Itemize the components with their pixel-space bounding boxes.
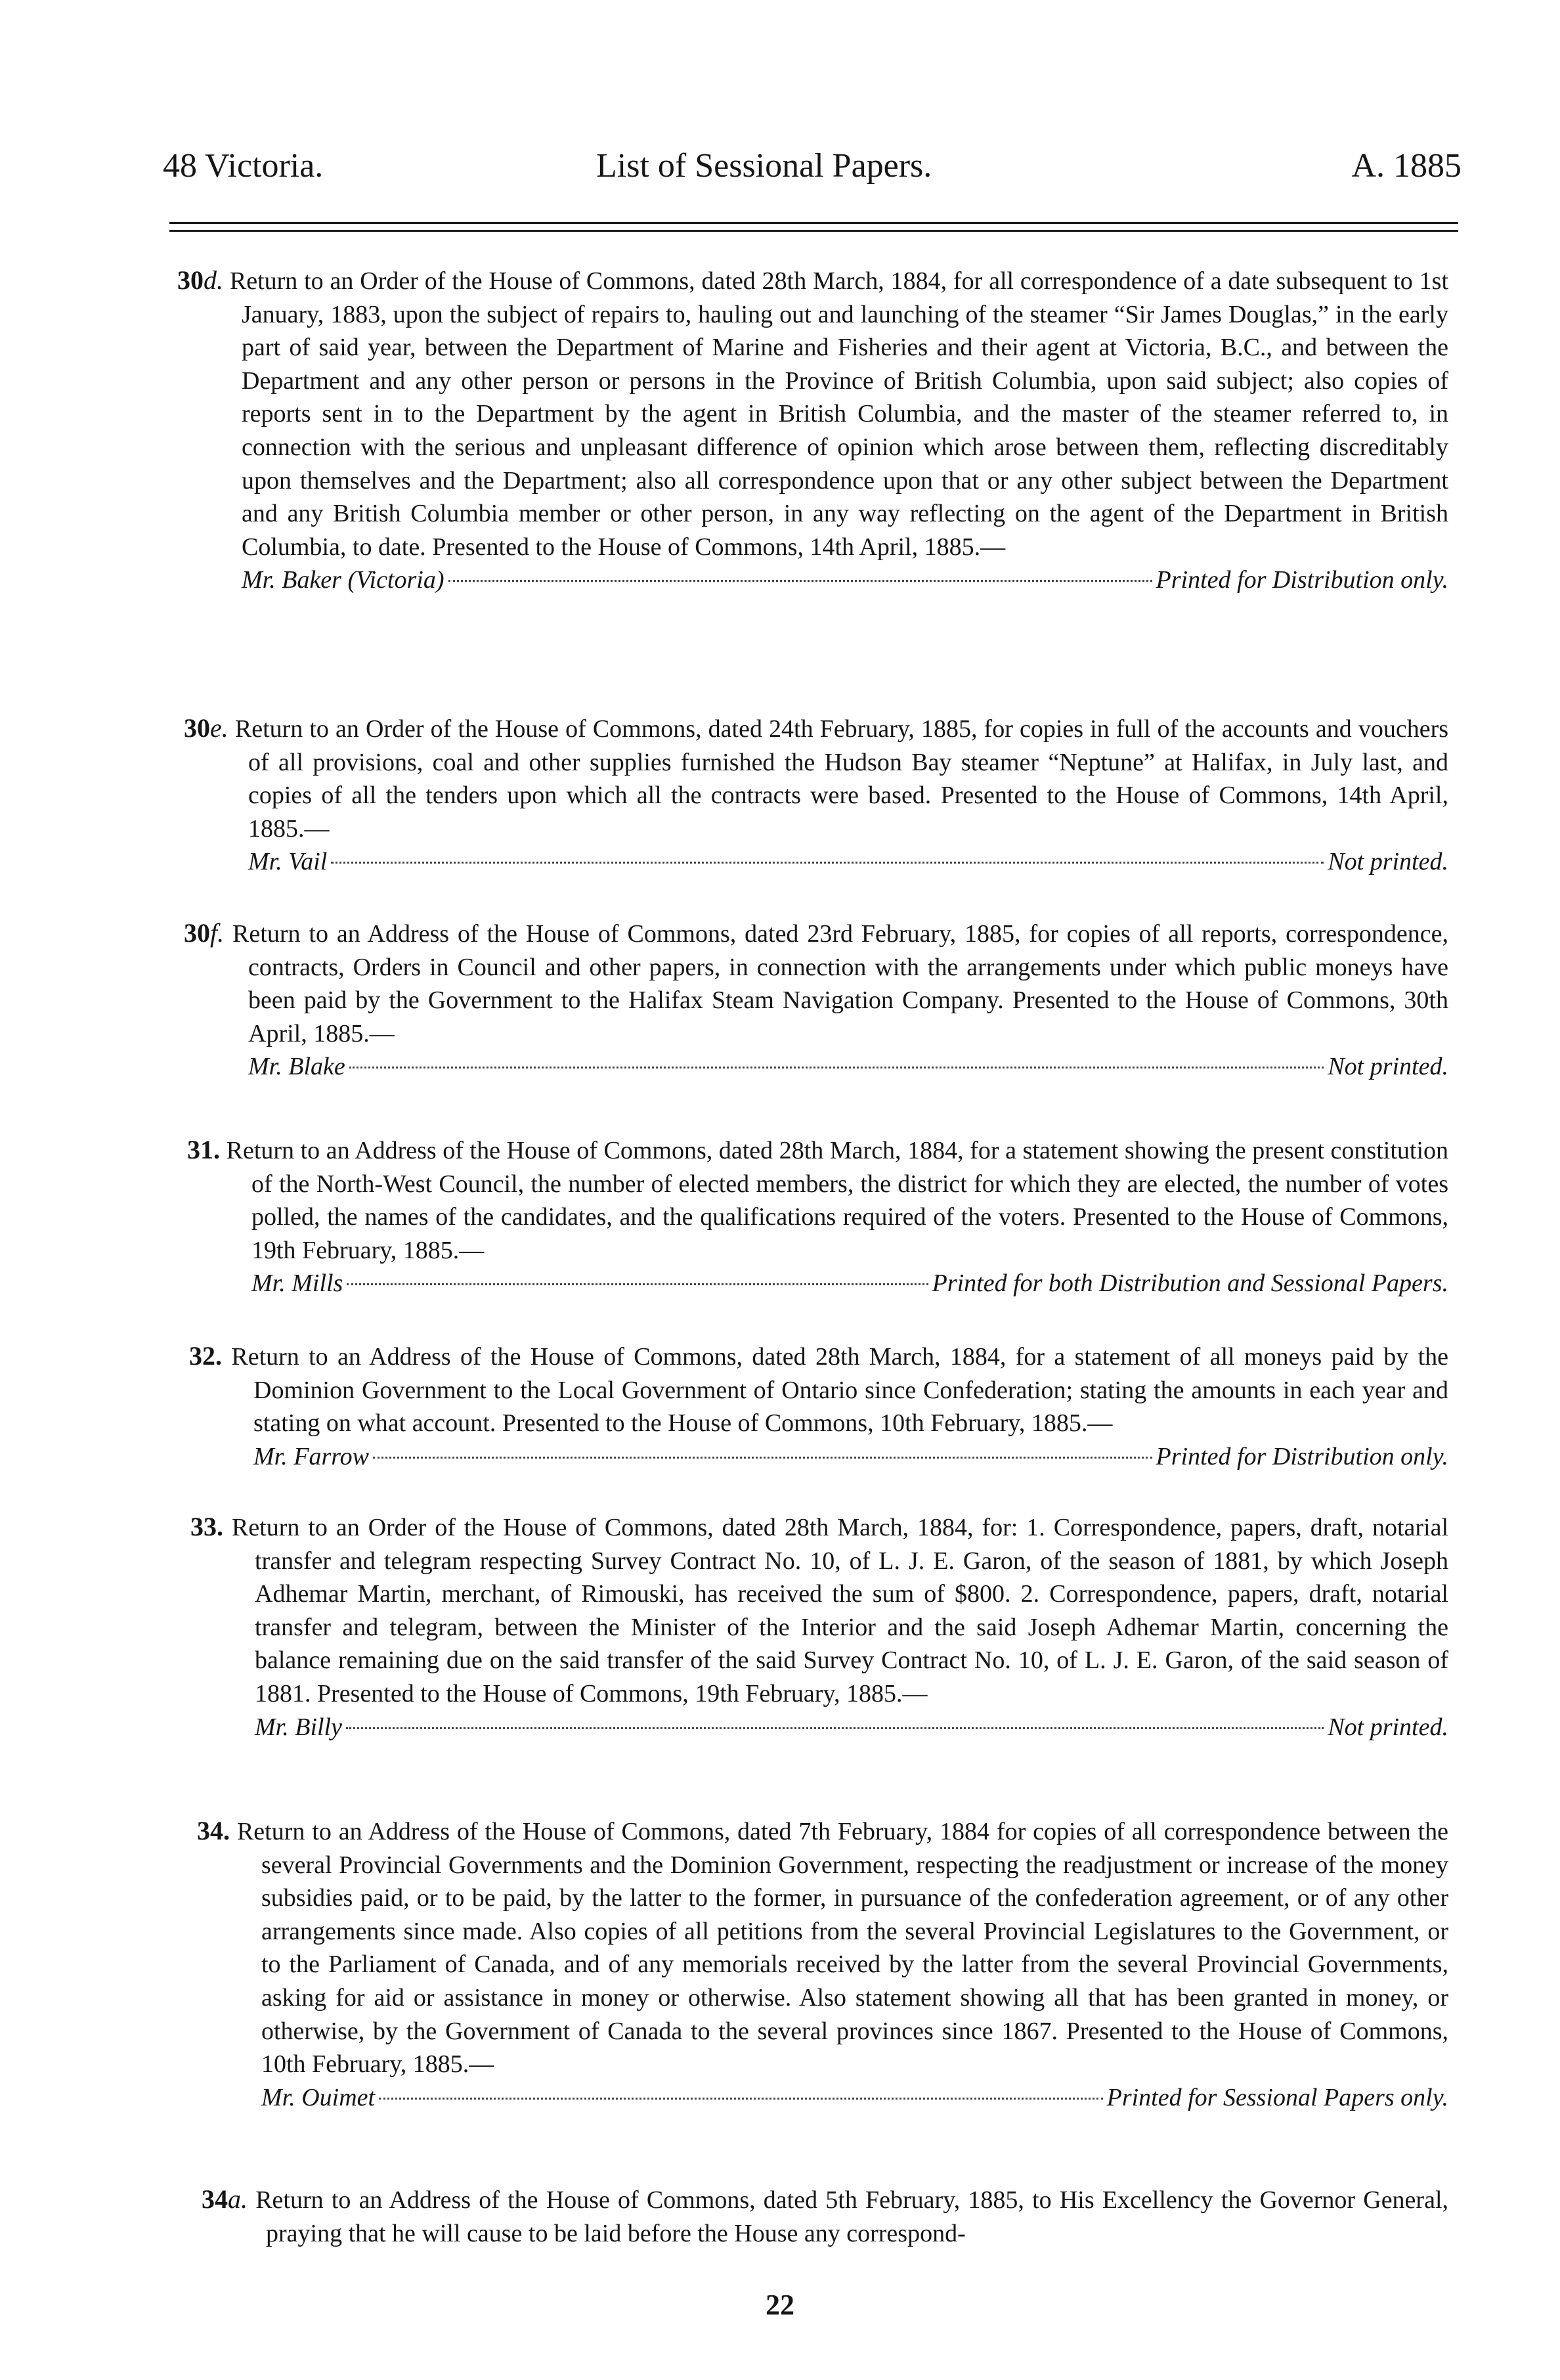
paper-entry — [184, 917, 1448, 1084]
entry-text: Return to an Order of the House of Commons, dated 28th March, 1884, for: 1. Correspondence, papers, draft, notarial transfer and telegram respecting Survey Contract No. 10, of L. J. E. Garon, of the season of 1881, by which Joseph Adhemar Martin, merchant, of Rimouski, has received the sum of $800. 2. Correspondence, papers, draft, notarial transfer and telegram, between the Minister of the Interior and the said Joseph Adhemar Martin, concerning the balance remaining due on the said transfer of the said Survey Contract No. 10, of L. J. E. Garon, of the said season of 1881. Presented to the House of Commons, 19th February, 1885.— — [231, 1514, 1449, 1708]
entry-leader-line — [248, 1050, 1448, 1084]
entry-suffix: f. — [210, 918, 225, 948]
entry-text: Return to an Address of the House of Commons, dated 7th February, 1884 for copies of all correspondence between the several Provincial Governments and the Dominion Government, respecting the readjustment or increase of the money subsidies paid, or to be paid, by the latter to the former, in pursuance of the confederation agreement, or of any other arrangements since made. Also copies of all petitions from the several Provincial Legislatures to the Government, or to the Parliament of Canada, and of any memorials received by the latter from the several Provincial Governments, asking for aid or assistance in money or otherwise. Also statement showing all that has been granted in money, or otherwise, by the Government of Canada to the several provinces since 1867. Presented to the House of Commons, 10th February, 1885.— — [236, 1818, 1448, 2079]
entry-status: Not printed. — [1328, 1053, 1448, 1081]
entry-suffix: . — [217, 1512, 223, 1541]
entry-mover: Mr. Farrow — [253, 1442, 369, 1470]
entry-number: 30 — [177, 265, 204, 295]
header-title: List of Sessional Papers. — [596, 147, 932, 185]
entry-number: 32 — [189, 1341, 215, 1371]
entry-status: Printed for Sessional Papers only. — [1106, 2083, 1448, 2111]
paper-entry — [184, 712, 1449, 879]
entry-mover: Mr. Mills — [251, 1269, 343, 1298]
entry-suffix: . — [223, 1816, 230, 1845]
paper-entry — [190, 1510, 1449, 1744]
page-number: 22 — [766, 2289, 794, 2321]
header-year: A. 1885 — [1351, 147, 1462, 185]
entry-text: Return to an Address of the House of Commons, dated 23rd February, 1885, for copies of all reports, correspondence, contracts, Orders in Council and other papers, in connection with the arrangements under which public moneys have been paid by the Government to the Halifax Steam Navigation Company. Presented to the House of Commons, 30th April, 1885.— — [232, 920, 1448, 1047]
entry-suffix: a. — [228, 2184, 248, 2214]
entry-leader-line — [248, 845, 1448, 879]
dot-leader — [349, 1067, 1324, 1069]
entry-suffix: d. — [204, 265, 223, 295]
paper-entry — [202, 2183, 1449, 2250]
entry-number: 33 — [190, 1512, 217, 1541]
entry-status: Printed for Distribution only. — [1156, 1442, 1448, 1470]
entry-text: Return to an Order of the House of Commons, dated 24th February, 1885, for copies in full of the accounts and vouchers of all provisions, coal and other supplies furnished the Hudson Bay steamer “Neptune” at Halifax, in July last, and copies of all the tenders upon which all the contracts were based. Presented to the House of Commons, 14th April, 1885.— — [234, 715, 1449, 843]
entry-leader-line — [242, 563, 1448, 597]
entry-mover: Mr. Billy — [255, 1713, 342, 1741]
entry-status: Printed for Distribution only. — [1156, 566, 1448, 594]
paper-entry — [187, 1134, 1449, 1300]
entry-leader-line — [251, 1267, 1448, 1300]
paper-entry — [197, 1815, 1448, 2114]
dot-leader — [331, 862, 1324, 864]
entry-mover: Mr. Ouimet — [261, 2083, 376, 2111]
entry-number: 34 — [197, 1816, 223, 1845]
entry-leader-line — [261, 2081, 1448, 2115]
entry-number: 30 — [184, 713, 210, 743]
entry-text: Return to an Order of the House of Commons, dated 28th March, 1884, for all correspondence of a date subsequent to 1st January, 1883, upon the subject of repairs to, hauling out and launching of the steamer “Sir James Douglas,” in the early part of said year, between the Department of Marine and Fisheries and their agent at Victoria, B.C., and between the Department and any other person or persons in the Province of British Columbia, upon said subject; also copies of reports sent in to the Department by the agent in British Columbia, and the master of the steamer referred to, in connection with the serious and unpleasant difference of opinion which arose between them, reflecting discreditably upon themselves and the Department; also all correspondence upon that or any other subject between the Department and any British Columbia member or other person, in any way reflecting on the agent of the Department in British Columbia, to date. Presented to the House of Commons, 14th April, 1885.— — [229, 267, 1449, 561]
entry-status: Printed for both Distribution and Sessional Papers. — [932, 1269, 1448, 1298]
entry-suffix: . — [213, 1135, 220, 1164]
dot-leader — [373, 1457, 1152, 1459]
header-session: 48 Victoria. — [163, 147, 324, 185]
entry-number: 34 — [202, 2184, 228, 2214]
dot-leader — [347, 1283, 928, 1285]
entry-status: Not printed. — [1328, 848, 1448, 876]
entry-suffix: e. — [210, 713, 228, 743]
entry-number: 31 — [187, 1135, 213, 1164]
paper-entry — [189, 1340, 1449, 1473]
entry-text: Return to an Address of the House of Commons, dated 5th February, 1885, to His Excellency the Governor General, praying that he will cause to be laid before the House any correspond- — [255, 2186, 1449, 2247]
entry-number: 30 — [184, 918, 210, 948]
entry-leader-line — [253, 1440, 1448, 1474]
entry-leader-line — [255, 1711, 1448, 1744]
dot-leader — [346, 1727, 1324, 1729]
entry-mover: Mr. Blake — [248, 1053, 345, 1081]
entry-status: Not printed. — [1328, 1713, 1448, 1741]
dot-leader — [379, 2098, 1103, 2100]
dot-leader — [448, 580, 1152, 582]
entry-mover: Mr. Baker (Victoria) — [242, 566, 444, 594]
entry-mover: Mr. Vail — [248, 848, 328, 876]
entry-text: Return to an Address of the House of Commons, dated 28th March, 1884, for a statement showing the present constitution of the North-West Council, the number of elected members, the district for which they are elected, the number of votes polled, the names of the candidates, and the qualifications required of the voters. Presented to the House of Commons, 19th February, 1885.— — [226, 1137, 1449, 1264]
paper-entry — [177, 264, 1449, 597]
entry-text: Return to an Address of the House of Commons, dated 28th March, 1884, for a statement of all moneys paid by the Dominion Government to the Local Government of Ontario since Confederation; stating the amounts in each year and stating on what account. Presented to the House of Commons, 10th February, 1885.— — [231, 1343, 1449, 1438]
entry-suffix: . — [215, 1341, 222, 1371]
